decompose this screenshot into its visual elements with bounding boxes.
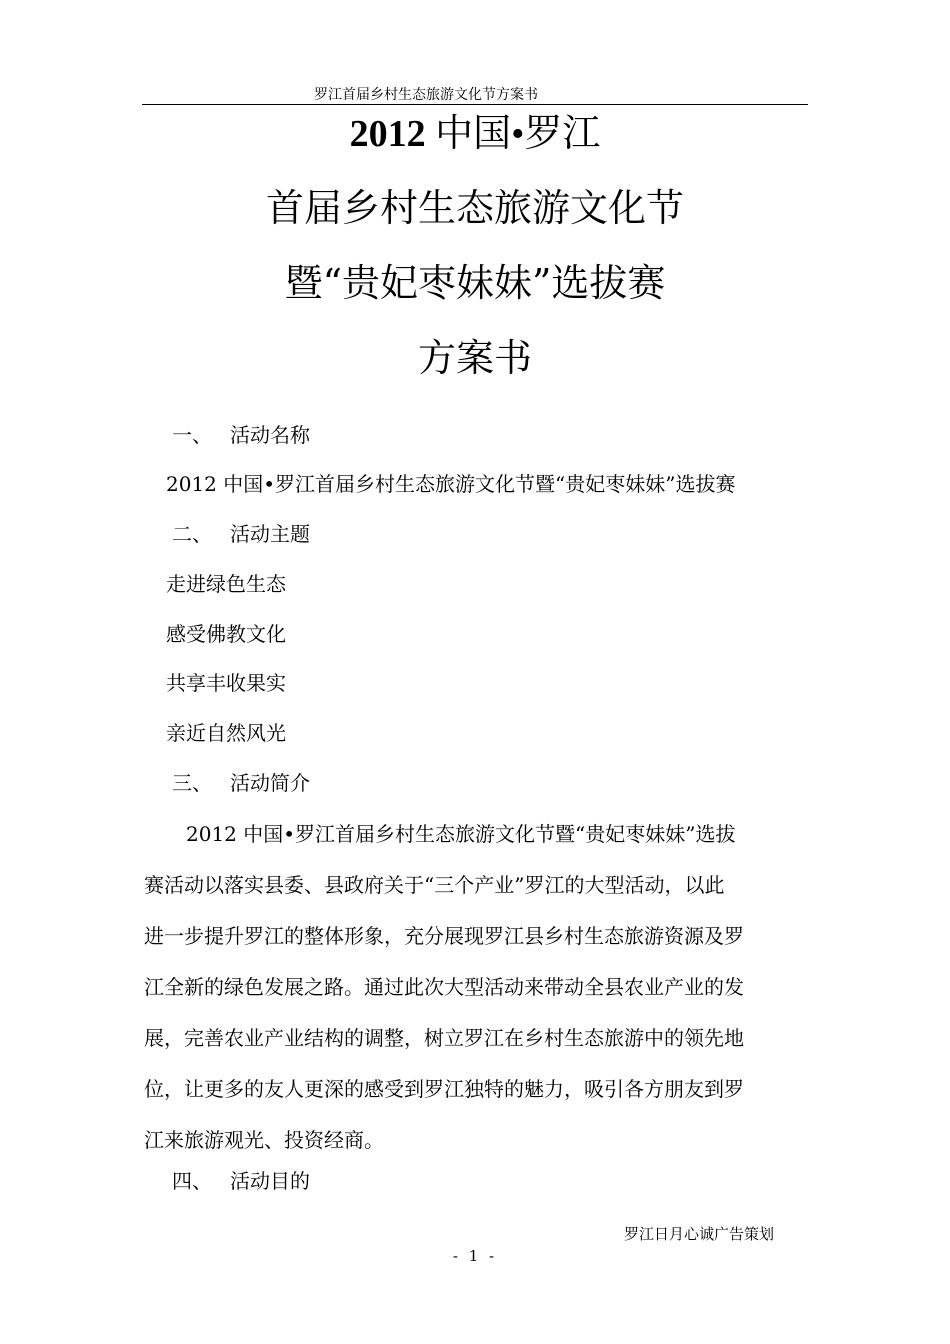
section-3-title: 活动简介 <box>230 771 310 795</box>
section-3-heading <box>172 769 310 797</box>
section-2-title: 活动主题 <box>230 522 310 546</box>
theme-item: 感受佛教文化 <box>166 622 286 646</box>
theme-item: 亲近自然风光 <box>166 721 286 745</box>
paragraph-line: 2012 中国•罗江首届乡村生态旅游文化节暨“贵妃枣妹妹”选拔 <box>186 822 736 846</box>
section-2-number: 二、 <box>172 522 212 546</box>
section-1-body: 2012 中国•罗江首届乡村生态旅游文化节暨“贵妃枣妹妹”选拔赛 <box>166 472 736 496</box>
page-number: - 1 - <box>452 1247 498 1265</box>
document-title-line-2: 首届乡村生态旅游文化节 <box>265 186 684 230</box>
footer-organization: 罗江日月心诚广告策划 <box>624 1225 775 1243</box>
paragraph-line: 江来旅游观光、投资经商。 <box>144 1128 384 1152</box>
section-4-heading <box>172 1167 310 1195</box>
page-header <box>142 86 808 105</box>
section-3-number: 三、 <box>172 771 212 795</box>
title-location: 中国•罗江 <box>435 113 601 155</box>
document-title-line-3: 暨“贵妃枣妹妹”选拔赛 <box>284 261 666 305</box>
document-title-line-4: 方案书 <box>417 336 532 380</box>
paragraph-line: 江全新的绿色发展之路。通过此次大型活动来带动全县农业产业的发 <box>144 975 744 999</box>
running-title: 罗江首届乡村生态旅游文化节方案书 <box>314 87 538 103</box>
section-2-heading <box>172 520 310 548</box>
paragraph-line: 进一步提升罗江的整体形象，充分展现罗江县乡村生态旅游资源及罗 <box>144 924 744 948</box>
theme-item: 走进绿色生态 <box>166 572 286 596</box>
section-1-title: 活动名称 <box>230 423 310 447</box>
title-year: 2012 <box>349 113 426 155</box>
section-1-heading <box>172 421 310 449</box>
section-1-number: 一、 <box>172 423 212 447</box>
paragraph-line: 位，让更多的友人更深的感受到罗江独特的魅力，吸引各方朋友到罗 <box>144 1077 744 1101</box>
paragraph-line: 赛活动以落实县委、县政府关于“三个产业”罗江的大型活动，以此 <box>144 873 725 897</box>
section-4-number: 四、 <box>172 1169 212 1193</box>
document-title-line-1 <box>0 110 950 158</box>
section-4-title: 活动目的 <box>230 1169 310 1193</box>
paragraph-line: 展，完善农业产业结构的调整，树立罗江在乡村生态旅游中的领先地 <box>144 1026 744 1050</box>
theme-item: 共享丰收果实 <box>166 671 286 695</box>
